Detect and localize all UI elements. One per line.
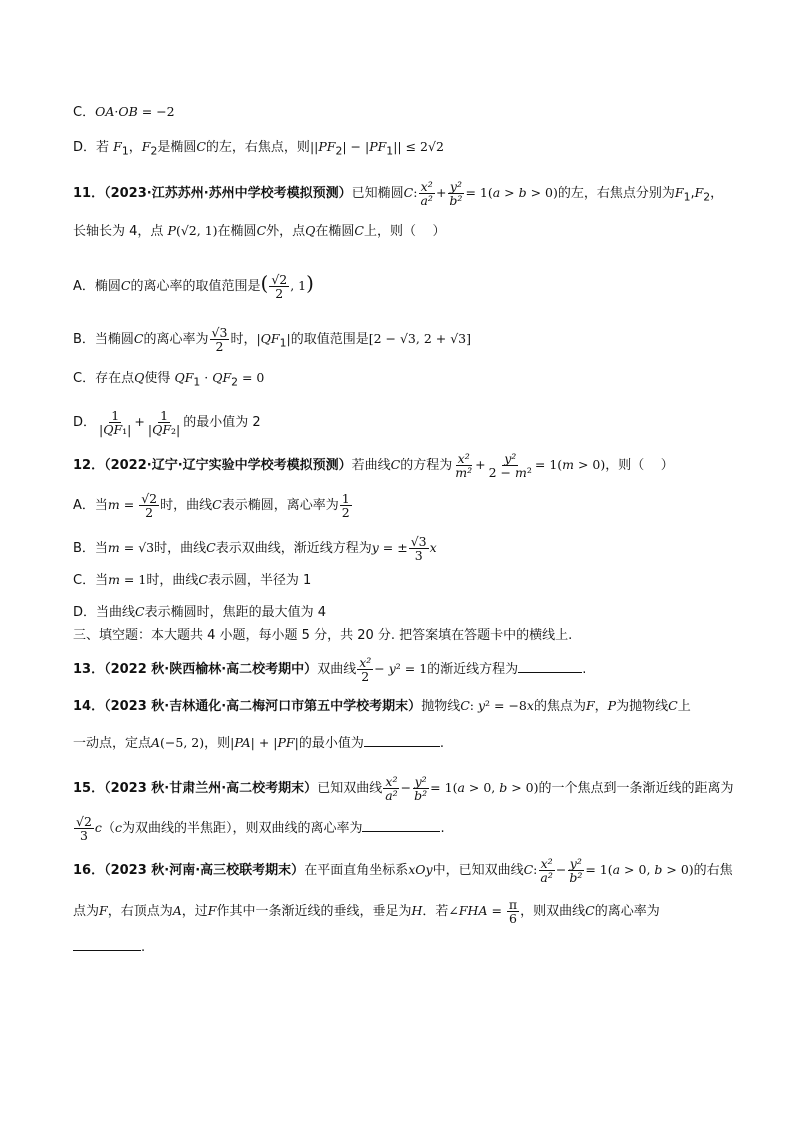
section3-heading: 三、填空题：本大题共 4 小题，每小题 5 分，共 20 分. 把答案填在答题卡中的横线上. bbox=[73, 628, 573, 643]
q16-answer-blank[interactable] bbox=[73, 936, 141, 951]
q12-d: D．当曲线C表示椭圆时，焦距的最大值为 4 bbox=[73, 604, 326, 620]
q15-answer-blank[interactable] bbox=[362, 817, 440, 832]
q14-line1: 14．（2023 秋·吉林通化·高二梅河口市第五中学校考期末）抛物线C: y² = −8x的焦点为F，P为抛物线C上 bbox=[73, 698, 691, 714]
q16-line2: 点为F，右顶点为A，过F作其中一条渐近线的垂线，垂足为H．若∠FHA = $\frac{\pi}{6}$ ，则双曲线C的离心率为 bbox=[73, 897, 660, 926]
q11-line2: 长轴长为 4，点 P(√2, 1)在椭圆C外，点Q在椭圆C上，则（ ） bbox=[73, 223, 446, 239]
q15-line1: 15．（2023 秋·甘肃兰州·高二校考期末）已知双曲线 $\frac{\text{x²}}{\text{a²}}$ − $\frac{\text{y²}}{\text{b²}}$ = 1(a > 0, b > 0)的一个焦点到一条渐近线的距离为 bbox=[73, 774, 734, 803]
q11-b: B．当椭圆C的离心率为 $\frac{√3}{2}$ 时，$|QF_1|$的取值范围是[2 − √3, 2 + √3] bbox=[73, 325, 472, 354]
q11-d: D． $\frac{1}{\text{|QF₁|}}$ + $\frac{1}{\text{|QF₂|}}$ 的最小值为 2 bbox=[73, 408, 261, 437]
q13: 13．（2022 秋·陕西榆林·高二校考期中）双曲线 $\frac{\text{x²}}{2}$ − y² = 1的渐近线方程为 . bbox=[73, 655, 587, 684]
d-option: D．若 $F_1$，$F_2$是椭圆C的左，右焦点，则$||PF_2| - |PF_1|| \le 2√2$ bbox=[73, 139, 444, 158]
q11-c: C．存在点Q使得 $QF_1 \cdot QF_2 = 0$ bbox=[73, 370, 265, 389]
q12-b: B．当m = √3时，曲线C表示双曲线，渐近线方程为y = ± $\frac{√3}{3}$ x bbox=[73, 534, 437, 563]
q15-line2: $\frac{√2}{3}$ c（c为双曲线的半焦距），则双曲线的离心率为 . bbox=[76, 814, 445, 843]
q12-a: A．当m = $\frac{√2}{2}$ 时，曲线C表示椭圆，离心率为 $\frac{1}{2}$ bbox=[73, 491, 350, 520]
c-option bbox=[73, 102, 175, 123]
c-option-text: C．OA·OB = −2 bbox=[73, 104, 175, 120]
q11-a: A．椭圆C的离心率的取值范围是( $\frac{√2}{2}$ , 1) bbox=[73, 271, 314, 301]
q13-answer-blank[interactable] bbox=[518, 658, 582, 673]
q14-answer-blank[interactable] bbox=[364, 732, 440, 747]
q12-line1: 12．（2022·辽宁·辽宁实验中学校考模拟预测）若曲线C的方程为 $\frac{\text{x²}}{\text{m²}}$ + $\frac{\text{y²}}{\text{2 − m²}}$ = 1(m > 0)，则（ ） bbox=[73, 451, 674, 480]
q11-line1: 11．（2023·江苏苏州·苏州中学校考模拟预测）已知椭圆C: $\frac{\text{x²}}{\text{a²}}$ + $\frac{\text{y²}}{\text{b²}}$ = 1(a > b > 0)的左，右焦点分别为$F_1,F_2$， bbox=[73, 179, 724, 208]
q16-line3: . bbox=[73, 936, 145, 958]
q16-line1: 16．（2023 秋·河南·高三校联考期末）在平面直角坐标系xOy中，已知双曲线C: $\frac{\text{x²}}{\text{a²}}$ − $\frac{\text{y²}}{\text{b²}}$ = 1(a > 0, b > 0)的右焦 bbox=[73, 856, 733, 885]
q14-line2: 一动点，定点A(−5, 2)，则|PA| + |PF|的最小值为 . bbox=[73, 732, 444, 754]
q12-c: C．当m = 1时，曲线C表示圆，半径为 1 bbox=[73, 572, 312, 588]
